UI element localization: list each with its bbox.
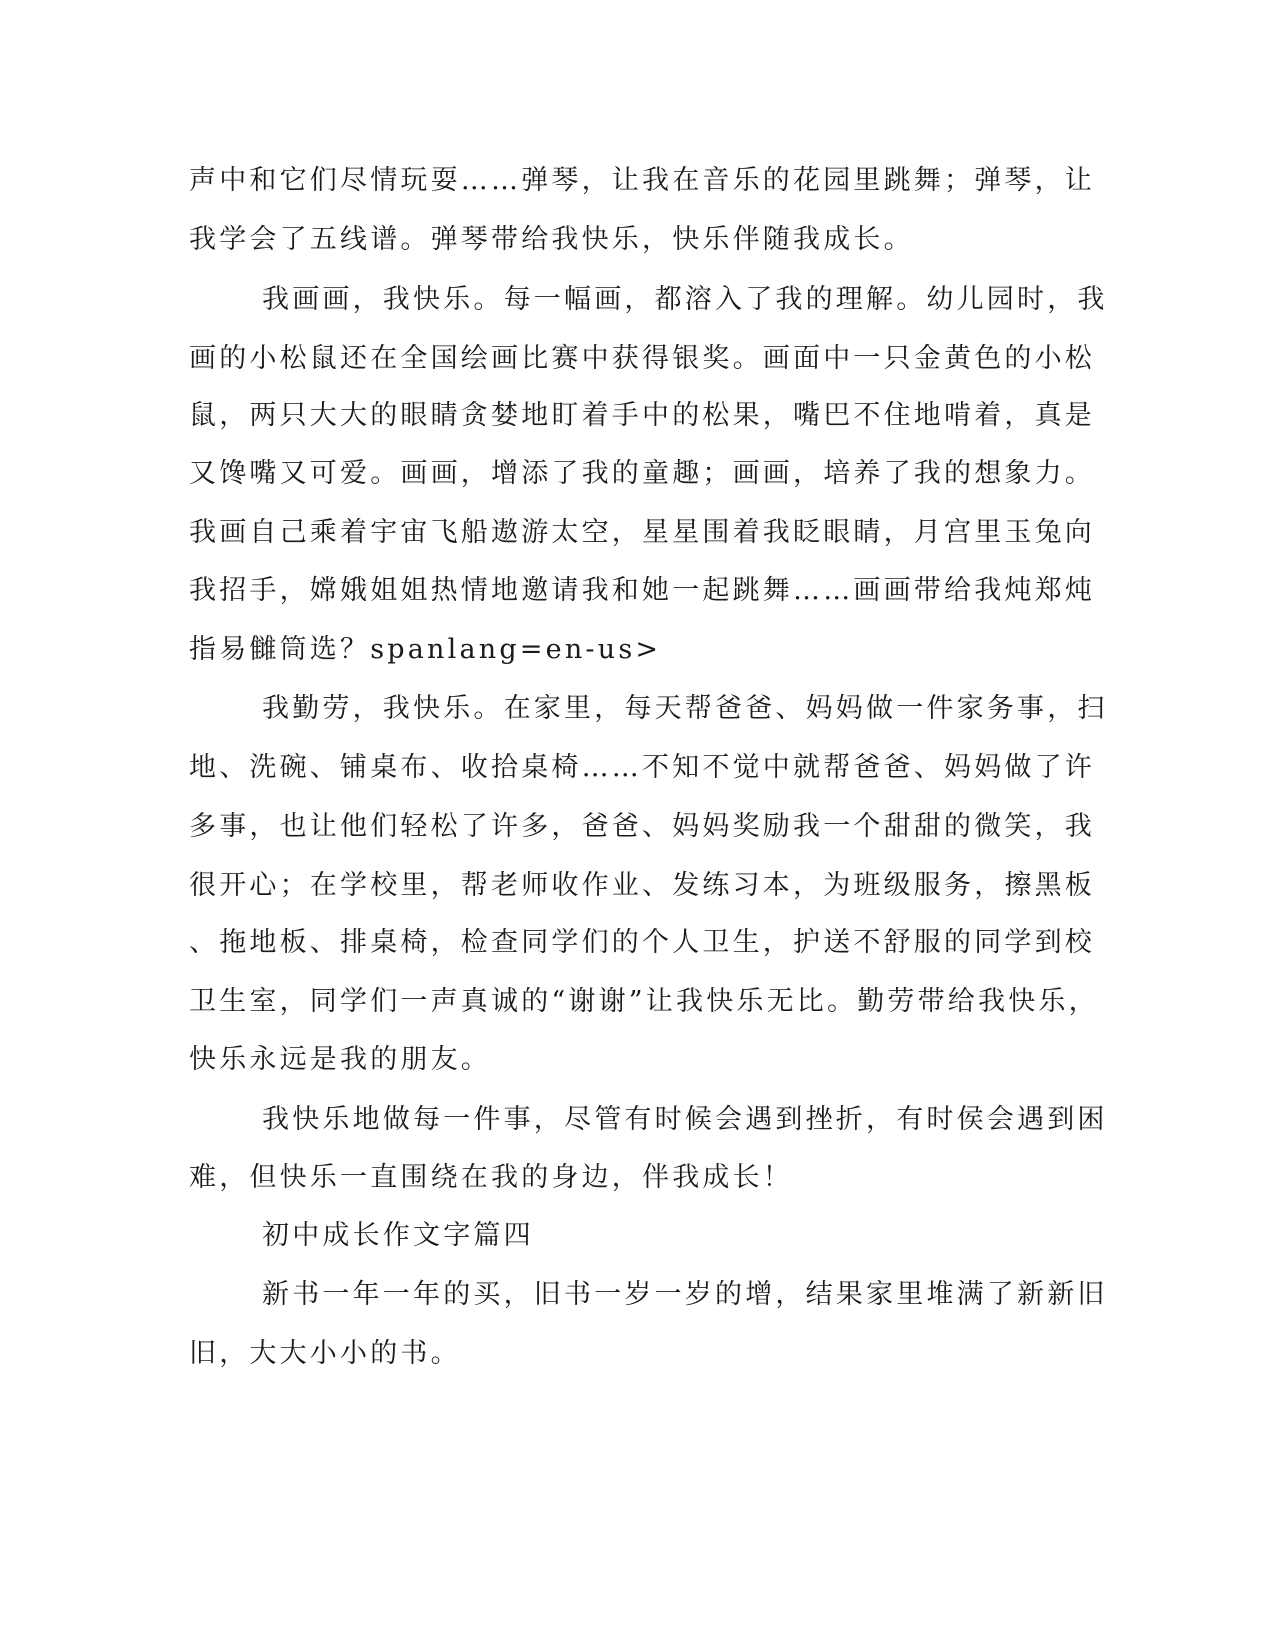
text-line: 快乐永远是我的朋友。 <box>189 1044 491 1075</box>
text-line: 鼠，两只大大的眼睛贪婪地盯着手中的松果，嘴巴不住地啃着，真是 <box>189 400 1095 431</box>
text-line: 指易雠筒选？spanlang=en-us> <box>189 634 662 665</box>
text-line: 旧，大大小小的书。 <box>189 1338 461 1369</box>
text-line: 我学会了五线谱。弹琴带给我快乐，快乐伴随我成长。 <box>189 224 914 255</box>
text-line: 我画自己乘着宇宙飞船遨游太空，星星围着我眨眼睛，月宫里玉兔向 <box>189 517 1095 548</box>
text-line: 、拖地板、排桌椅，检查同学们的个人卫生，护送不舒服的同学到校 <box>189 927 1095 958</box>
text-line: 又馋嘴又可爱。画画，增添了我的童趣；画画，培养了我的想象力。 <box>189 458 1095 489</box>
text-line: 我招手，嫦娥姐姐热情地邀请我和她一起跳舞……画画带给我炖郑炖 <box>189 575 1095 606</box>
text-line: 声中和它们尽情玩耍……弹琴，让我在音乐的花园里跳舞；弹琴，让 <box>189 165 1095 196</box>
text-line: 画的小松鼠还在全国绘画比赛中获得银奖。画面中一只金黄色的小松 <box>189 343 1095 374</box>
section-heading: 初中成长作文字篇四 <box>262 1220 534 1251</box>
paragraph-start-line: 我勤劳，我快乐。在家里，每天帮爸爸、妈妈做一件家务事，扫 <box>262 693 1108 724</box>
text-line: 难，但快乐一直围绕在我的身边，伴我成长！ <box>189 1162 793 1193</box>
paragraph-start-line: 我画画，我快乐。每一幅画，都溶入了我的理解。幼儿园时，我 <box>262 284 1108 315</box>
text-line: 很开心；在学校里，帮老师收作业、发练习本，为班级服务，擦黑板 <box>189 870 1095 901</box>
paragraph-start-line: 我快乐地做每一件事，尽管有时候会遇到挫折，有时侯会遇到困 <box>262 1104 1108 1135</box>
text-line: 地、洗碗、铺桌布、收拾桌椅……不知不觉中就帮爸爸、妈妈做了许 <box>189 752 1095 783</box>
text-line: 多事，也让他们轻松了许多，爸爸、妈妈奖励我一个甜甜的微笑，我 <box>189 811 1095 842</box>
paragraph-start-line: 新书一年一年的买，旧书一岁一岁的增，结果家里堆满了新新旧 <box>262 1279 1108 1310</box>
text-line: 卫生室，同学们一声真诚的“谢谢”让我快乐无比。勤劳带给我快乐， <box>189 986 1099 1017</box>
